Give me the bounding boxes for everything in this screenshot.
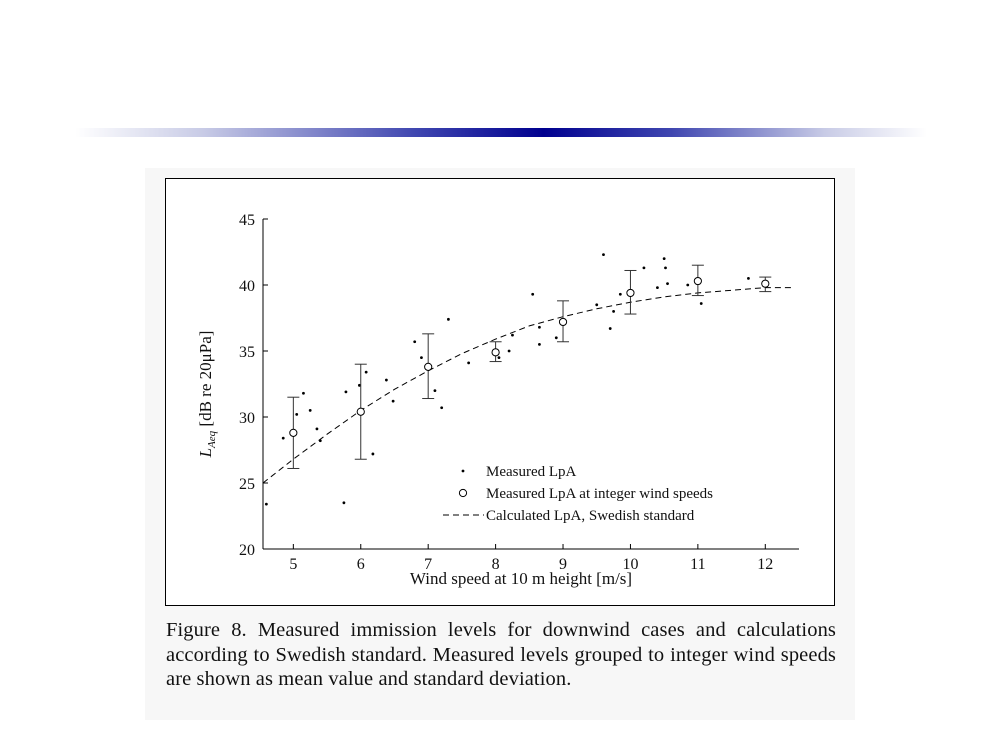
measured-dot xyxy=(609,327,612,330)
measured-dot xyxy=(602,253,605,256)
measured-dot xyxy=(365,371,368,374)
x-tick-label: 5 xyxy=(289,556,298,573)
y-tick-label: 30 xyxy=(239,410,255,427)
x-tick-label: 6 xyxy=(356,556,365,573)
measured-dot xyxy=(511,334,514,337)
chart xyxy=(166,179,833,604)
y-tick-label: 20 xyxy=(239,542,255,559)
x-tick-label: 7 xyxy=(424,556,433,573)
measured-dot xyxy=(420,356,423,359)
measured-dot xyxy=(265,503,268,506)
x-axis-label: Wind speed at 10 m height [m/s] xyxy=(409,569,633,588)
x-tick-label: 8 xyxy=(491,556,500,573)
y-tick-label: 45 xyxy=(239,212,255,229)
integer-mean-circle xyxy=(357,408,364,415)
measured-dot xyxy=(531,293,534,296)
measured-dot xyxy=(508,350,511,353)
measured-dot xyxy=(440,406,443,409)
y-axis-label-main: L xyxy=(196,447,215,458)
integer-mean-circle xyxy=(762,280,769,287)
integer-mean-circle xyxy=(559,318,566,325)
legend-label-calculated: Calculated LpA, Swedish standard xyxy=(486,508,695,524)
measured-dot xyxy=(467,361,470,364)
legend xyxy=(443,464,713,524)
measured-dot xyxy=(538,326,541,329)
integer-mean-circle xyxy=(627,289,634,296)
legend-label-integer: Measured LpA at integer wind speeds xyxy=(486,486,714,502)
measured-dot xyxy=(686,284,689,287)
header-gradient-rule xyxy=(75,128,927,137)
measured-dot xyxy=(555,336,558,339)
measured-dot xyxy=(612,310,615,313)
measured-dot xyxy=(666,282,669,285)
measured-dot xyxy=(700,302,703,305)
integer-mean-circle xyxy=(290,429,297,436)
measured-dot xyxy=(309,409,312,412)
measured-dot xyxy=(747,277,750,280)
legend-circle-marker xyxy=(459,489,466,496)
measured-dot xyxy=(343,501,346,504)
measured-dot xyxy=(498,356,501,359)
calculated-curve xyxy=(263,288,792,483)
measured-dot xyxy=(663,257,666,260)
integer-mean-circle xyxy=(694,277,701,284)
integer-mean-circle xyxy=(492,349,499,356)
measured-dot xyxy=(664,266,667,269)
measured-dot xyxy=(619,293,622,296)
measured-dot xyxy=(319,439,322,442)
x-tick-label: 10 xyxy=(622,556,639,573)
measured-dot xyxy=(345,391,348,394)
integer-wind-speed-errorbars xyxy=(287,265,771,468)
measured-dot xyxy=(643,266,646,269)
measured-dot xyxy=(413,340,416,343)
x-tick-label: 9 xyxy=(559,556,568,573)
measured-dot xyxy=(295,413,298,416)
measured-dot xyxy=(385,379,388,382)
y-tick-label: 35 xyxy=(239,344,255,361)
y-tick-label: 25 xyxy=(239,476,255,493)
x-tick-label: 11 xyxy=(690,556,706,573)
plot-frame xyxy=(165,178,835,606)
y-axis-label xyxy=(196,331,218,459)
measured-dot xyxy=(371,453,374,456)
figure-card xyxy=(145,168,855,720)
measured-dot xyxy=(656,286,659,289)
measured-dot xyxy=(447,318,450,321)
legend-label-measured: Measured LpA xyxy=(486,464,577,480)
measured-dot xyxy=(302,392,305,395)
measured-dot xyxy=(316,427,319,430)
y-axis-label-sub: Aeq xyxy=(206,430,218,448)
figure-caption: Figure 8. Measured immission levels for downwind cases and calculations according to Swedish standard. Measured levels grouped to integer wind speeds are shown as mean value and standard deviation. xyxy=(166,619,836,690)
measured-dot xyxy=(434,389,437,392)
measured-dot xyxy=(392,400,395,403)
integer-mean-circle xyxy=(425,363,432,370)
y-axis-label-rest: [dB re 20μPa] xyxy=(196,330,215,431)
measured-dot xyxy=(538,343,541,346)
y-tick-label: 40 xyxy=(239,278,255,295)
x-tick-label: 12 xyxy=(757,556,774,573)
legend-dot-marker xyxy=(462,470,465,473)
measured-dot xyxy=(595,303,598,306)
measured-dot xyxy=(282,437,285,440)
